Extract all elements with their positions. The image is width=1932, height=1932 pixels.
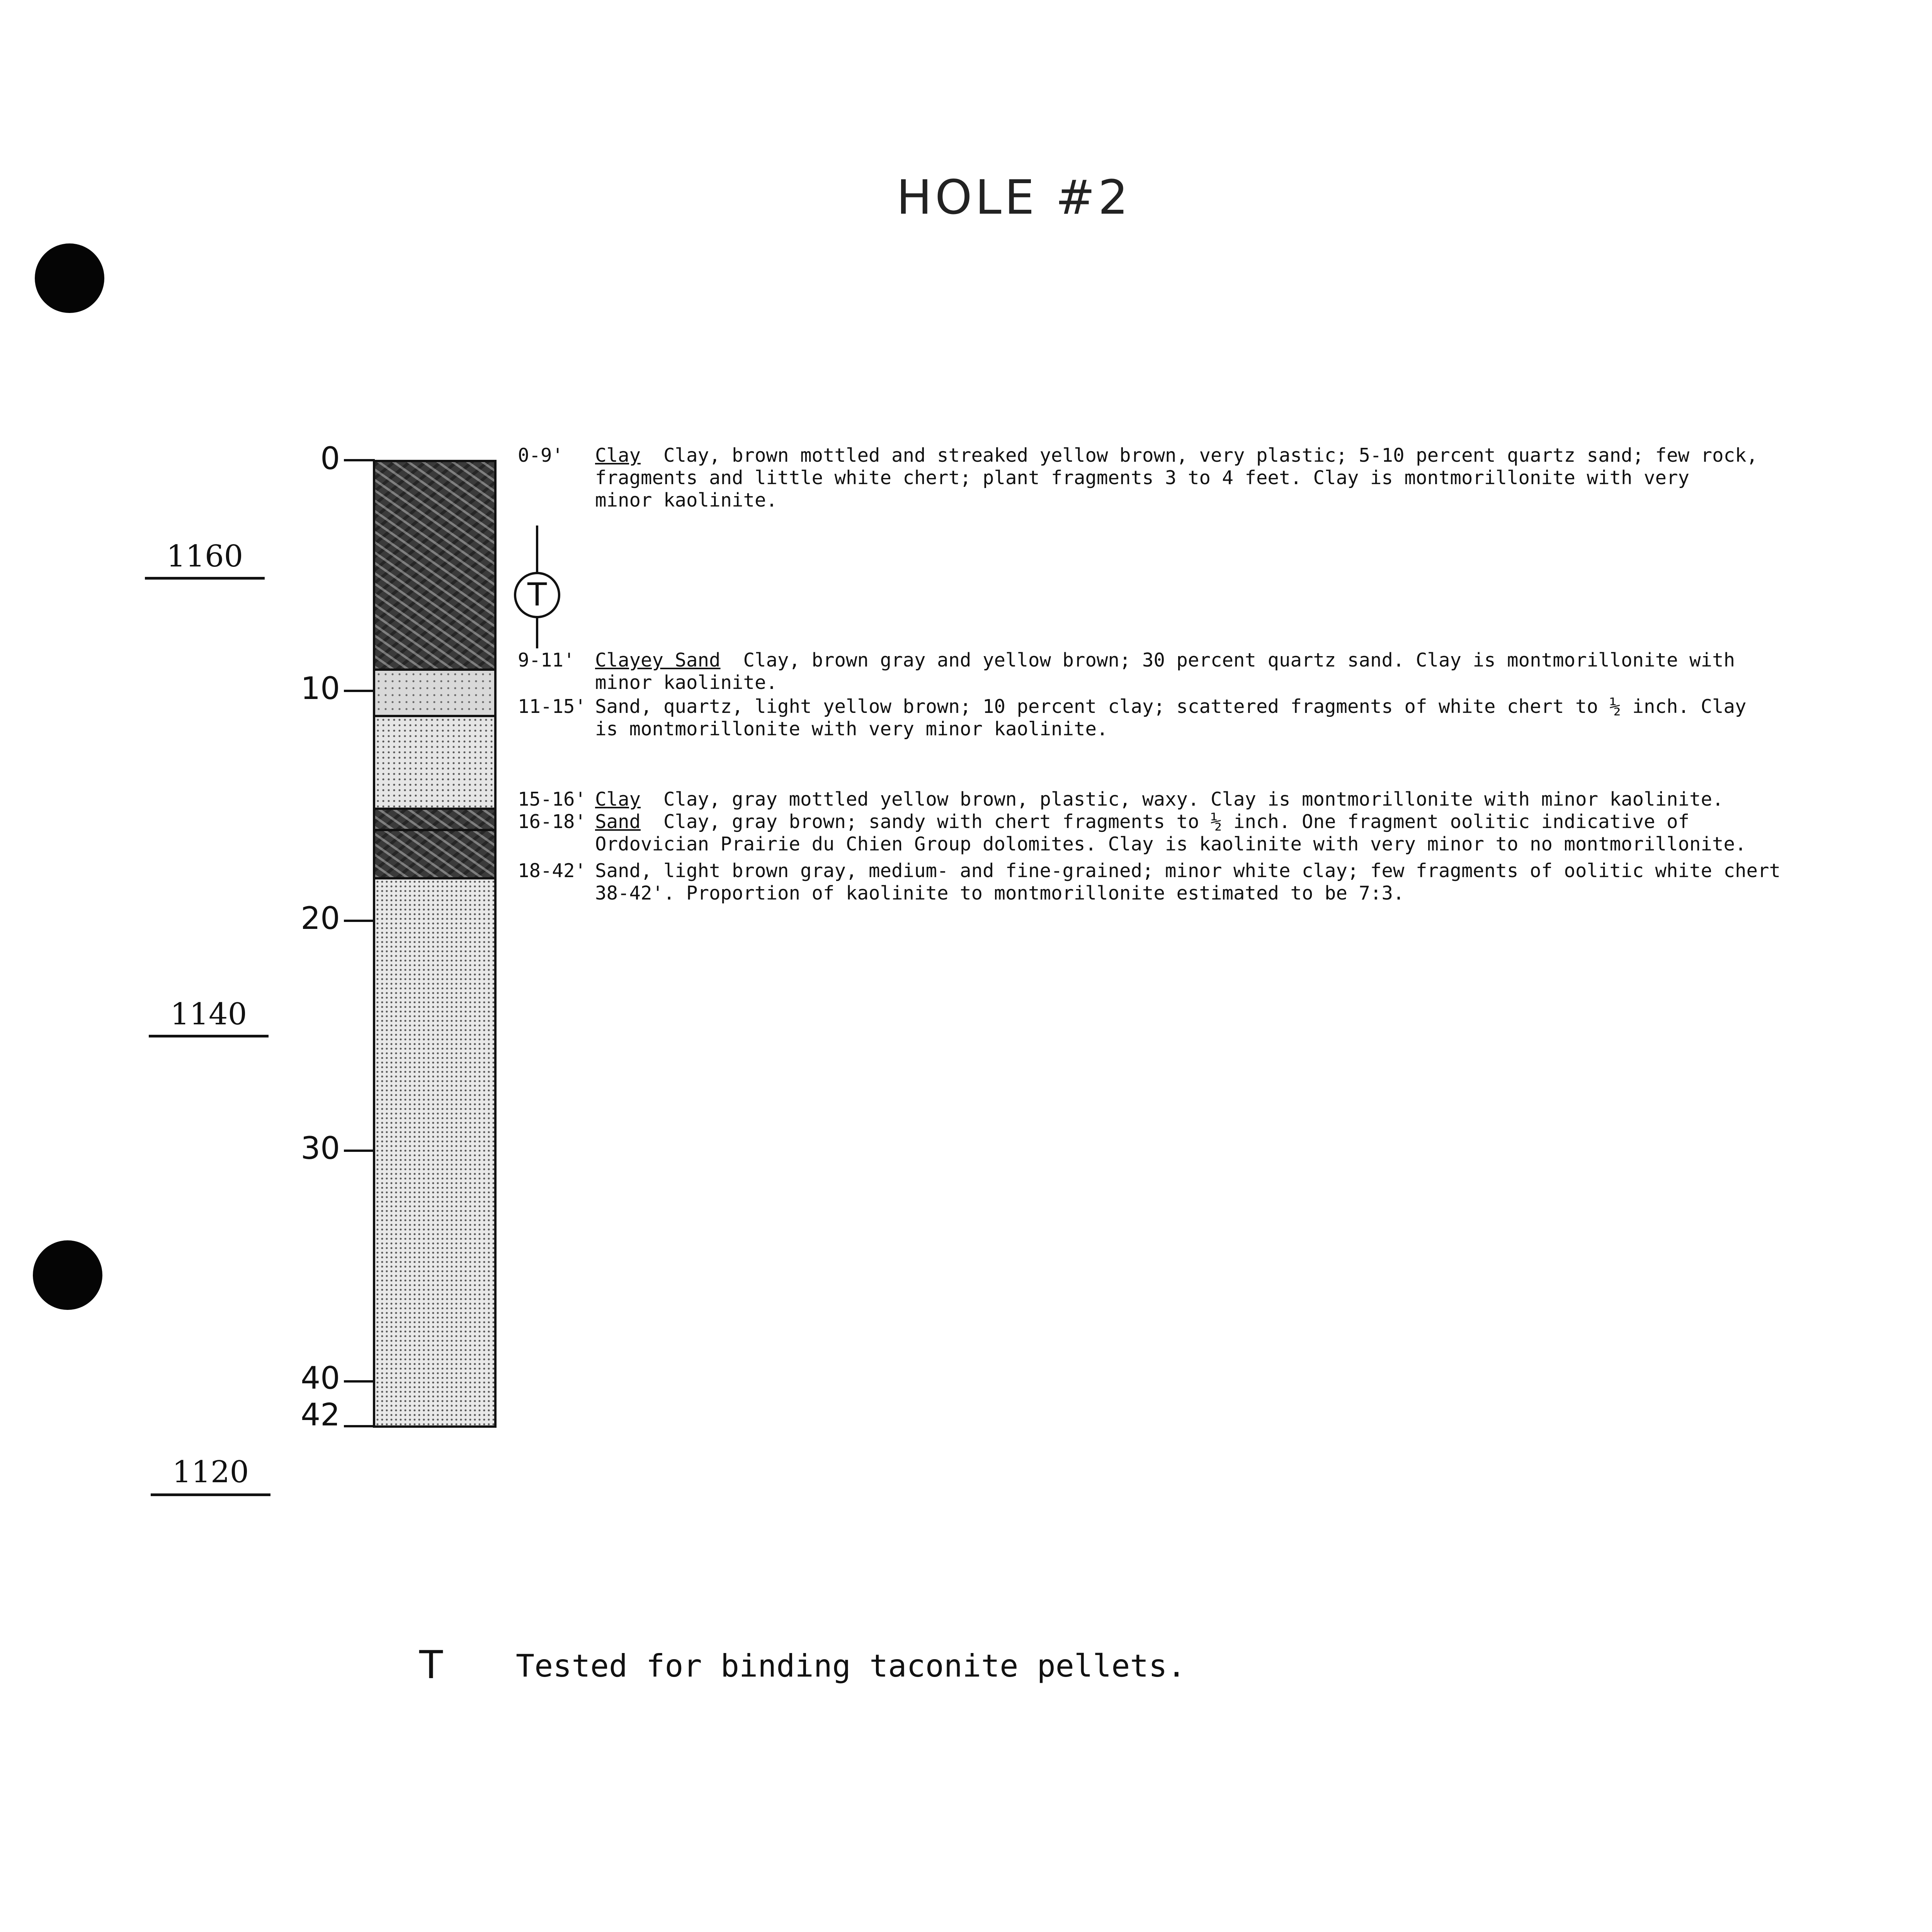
elevation-label-1160: 1160: [166, 539, 243, 574]
layer-description-line: minor kaolinite.: [595, 672, 778, 694]
layer-clay-0-9: [375, 462, 494, 671]
layer-range: 0-9': [518, 444, 564, 466]
depth-tick-20: [344, 920, 375, 922]
layer-range: 16-18': [518, 811, 587, 833]
elevation-label-1120: 1120: [172, 1455, 249, 1490]
layer-description-line: Clay, gray mottled yellow brown, plastic, waxy. Clay is montmorillonite with minor kaolinite.: [663, 788, 1724, 810]
layer-description-16-18: [518, 811, 1747, 855]
depth-label-20: 20: [301, 900, 340, 936]
depth-label-10: 10: [301, 670, 340, 706]
layer-range: 18-42': [518, 860, 587, 882]
layer-description-line: 38-42'. Proportion of kaolinite to montmorillonite estimated to be 7:3.: [595, 882, 1405, 904]
stratigraphic-column: [373, 460, 497, 1428]
layer-description-15-16: [518, 788, 1724, 811]
layer-description-line: minor kaolinite.: [595, 489, 778, 511]
layer-description-line: Clay, brown gray and yellow brown; 30 percent quartz sand. Clay is montmorillonite with: [743, 649, 1735, 671]
depth-label-0: 0: [320, 440, 340, 476]
depth-tick-10: [344, 690, 375, 692]
layer-range: 15-16': [518, 788, 587, 810]
depth-tick-0: [344, 459, 375, 461]
layer-description-line: Ordovician Prairie du Chien Group dolomites. Clay is kaolinite with very minor to no montmorillonite.: [595, 833, 1747, 855]
layer-description-line: fragments and little white chert; plant fragments 3 to 4 feet. Clay is montmorillonite with very: [595, 467, 1690, 489]
layer-range: 9-11': [518, 649, 575, 671]
layer-description-line: Clay, brown mottled and streaked yellow brown, very plastic; 5-10 percent quartz sand; few rock,: [663, 444, 1758, 466]
layer-description-9-11: [518, 649, 1735, 694]
test-marker-line-top: [536, 526, 538, 573]
layer-clay-15-16: [375, 810, 494, 831]
depth-tick-40: [344, 1380, 375, 1383]
depth-label-42: 42: [301, 1397, 340, 1433]
depth-label-40: 40: [301, 1360, 340, 1396]
elevation-underline-1160: [145, 577, 265, 580]
punch-hole-top: [35, 243, 104, 313]
layer-description-line: Sand, quartz, light yellow brown; 10 percent clay; scattered fragments of white chert to ½ inch. Clay: [595, 696, 1747, 718]
legend-symbol: T: [419, 1642, 443, 1687]
layer-sand-11-15: [375, 717, 494, 810]
layer-name: Clayey Sand: [595, 649, 721, 671]
layer-name: Sand: [595, 811, 641, 833]
legend-text: Tested for binding taconite pellets.: [516, 1648, 1186, 1684]
layer-range: 11-15': [518, 696, 587, 718]
punch-hole-middle: [33, 1240, 102, 1310]
layer-name: Clay: [595, 788, 641, 810]
layer-description-line: is montmorillonite with very minor kaolinite.: [595, 718, 1108, 740]
depth-tick-30: [344, 1150, 375, 1152]
layer-clayey-sand-9-11: [375, 671, 494, 717]
layer-sand-18-42: [375, 879, 494, 1425]
layer-description-18-42: [518, 860, 1781, 905]
layer-description-0-9: [518, 444, 1758, 512]
elevation-underline-1140: [149, 1035, 269, 1037]
depth-label-30: 30: [301, 1130, 340, 1166]
elevation-underline-1120: [151, 1493, 270, 1496]
layer-description-line: Clay, gray brown; sandy with chert fragments to ½ inch. One fragment oolitic indicative of: [663, 811, 1690, 833]
layer-description-11-15: [518, 696, 1747, 740]
layer-name: Clay: [595, 444, 641, 466]
test-marker-circle: T: [514, 572, 560, 618]
test-marker-line-bottom: [536, 617, 538, 648]
page-title: HOLE #2: [896, 170, 1131, 225]
layer-description-line: Sand, light brown gray, medium- and fine-grained; minor white clay; few fragments of oolitic white chert: [595, 860, 1781, 882]
depth-tick-42: [344, 1425, 375, 1427]
layer-sand-16-18: [375, 831, 494, 879]
elevation-label-1140: 1140: [170, 997, 247, 1032]
